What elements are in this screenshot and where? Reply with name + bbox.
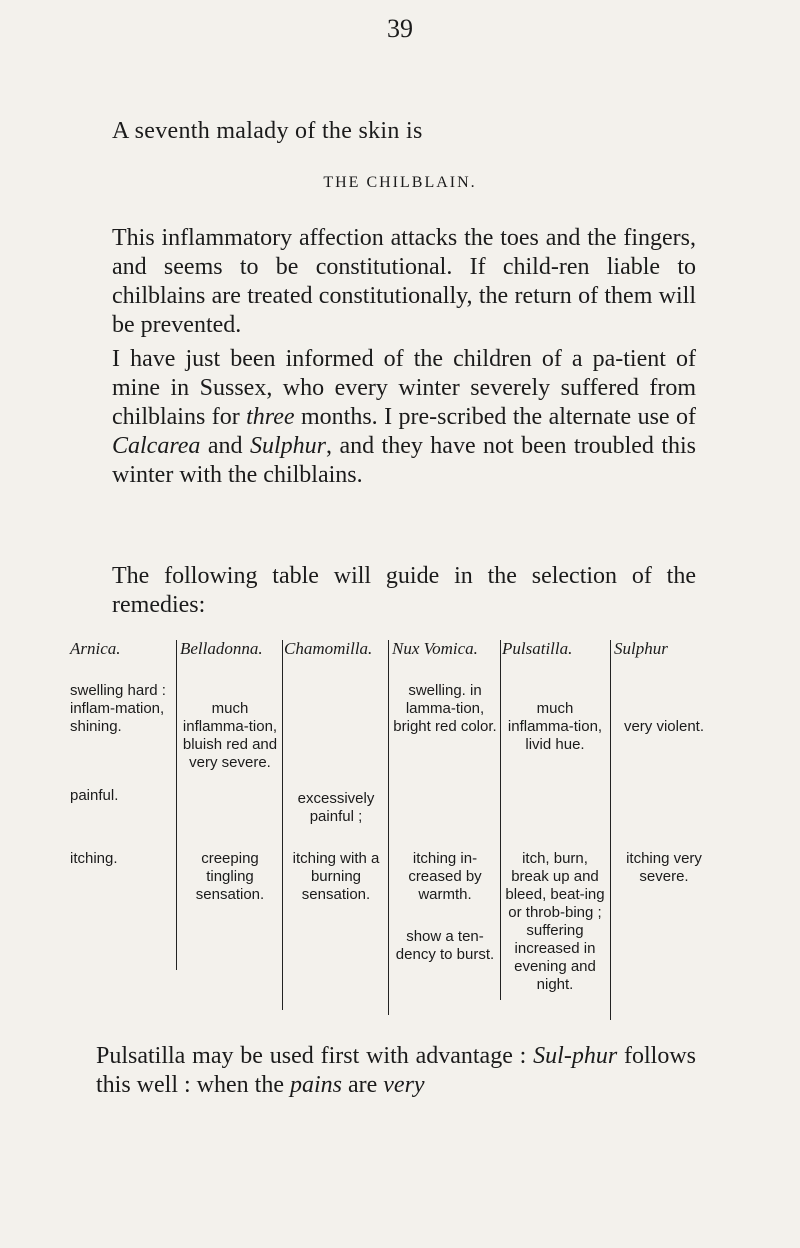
intro-line: A seventh malady of the skin is — [112, 118, 423, 144]
column-nux-vomica — [392, 640, 498, 1040]
column-header-sulphur: Sulphur — [614, 639, 668, 658]
paragraph-2-part: months. I pre-scribed the alternate use of — [294, 404, 696, 430]
column-chamomilla — [284, 640, 388, 1040]
column-divider — [388, 640, 389, 1015]
column-header-arnica: Arnica. — [70, 639, 121, 658]
column-header-belladonna: Belladonna. — [180, 639, 263, 658]
sulphur-violence: very violent. — [623, 718, 705, 735]
pulsatilla-inflammation: much inflamma-tion, livid hue. — [507, 700, 603, 753]
emphasis-sulphur: Sul-phur — [533, 1043, 618, 1069]
footer-paragraph — [96, 1042, 696, 1100]
paragraph-3-text: The following table will guide in the selection of the remedies: — [112, 563, 696, 618]
arnica-itching: itching. — [70, 850, 118, 867]
paragraph-1 — [112, 224, 696, 340]
emphasis-very: very — [383, 1072, 425, 1098]
paragraph-3 — [112, 562, 696, 620]
column-arnica — [70, 640, 170, 1040]
column-divider — [610, 640, 611, 1020]
column-divider — [176, 640, 177, 970]
paragraph-2-part: and — [200, 433, 250, 459]
column-pulsatilla — [502, 640, 608, 1040]
emphasis-sulphur: Sulphur — [249, 433, 326, 459]
column-sulphur — [614, 640, 714, 1040]
paragraph-1-text: This inflammatory affection attacks the toes and the fingers, and seems to be constitutional. If child-ren liable to chilblains are treated constitutionally, the return of them will be prevented. — [112, 225, 696, 338]
emphasis-three: three — [246, 404, 295, 430]
column-divider — [500, 640, 501, 1000]
emphasis-calcarea: Calcarea — [112, 433, 201, 459]
footer-part: are — [341, 1072, 384, 1098]
paragraph-2-part: I have just been informed of the children of a pa-tient of mine in Sussex, who every winter severely suffered from chilblains for — [112, 346, 696, 430]
emphasis-pains: pains — [289, 1072, 342, 1098]
pulsatilla-itching: itch, burn, break up and bleed, beat-ing or throb-bing ; suffering increased in evening and night. — [505, 850, 605, 993]
nux-burst: show a ten-dency to burst. — [395, 928, 495, 963]
page-number: 39 — [387, 14, 413, 43]
paragraph-2-part: , and they have not been troubled this winter with the chilblains. — [112, 433, 697, 488]
belladonna-inflammation: much inflamma-tion, bluish red and very severe. — [182, 700, 278, 771]
column-belladonna — [180, 640, 280, 1040]
nux-itching: itching in-creased by warmth. — [408, 850, 482, 903]
footer-part: Pulsatilla may be used first with advantage : — [96, 1043, 534, 1069]
column-divider — [282, 640, 283, 1010]
section-heading: THE CHILBLAIN. — [323, 174, 477, 191]
remedies-table — [70, 640, 730, 1040]
chamomilla-itching: itching with a burning sensation. — [292, 850, 380, 903]
nux-swelling: swelling. in lamma-tion, bright red color. — [393, 682, 497, 735]
column-header-chamomilla: Chamomilla. — [284, 639, 373, 658]
arnica-swelling: swelling hard : inflam-mation, shining. — [70, 682, 166, 735]
column-header-pulsatilla: Pulsatilla. — [502, 639, 573, 658]
sulphur-itching: itching very severe. — [626, 850, 702, 885]
arnica-pain: painful. — [70, 787, 119, 804]
column-header-nux-vomica: Nux Vomica. — [392, 639, 478, 658]
belladonna-itching: creeping tingling sensation. — [195, 850, 265, 903]
chamomilla-pain: excessively painful ; — [297, 790, 375, 825]
paragraph-2 — [112, 345, 696, 490]
footer-part: follows this well : when the — [96, 1043, 696, 1098]
